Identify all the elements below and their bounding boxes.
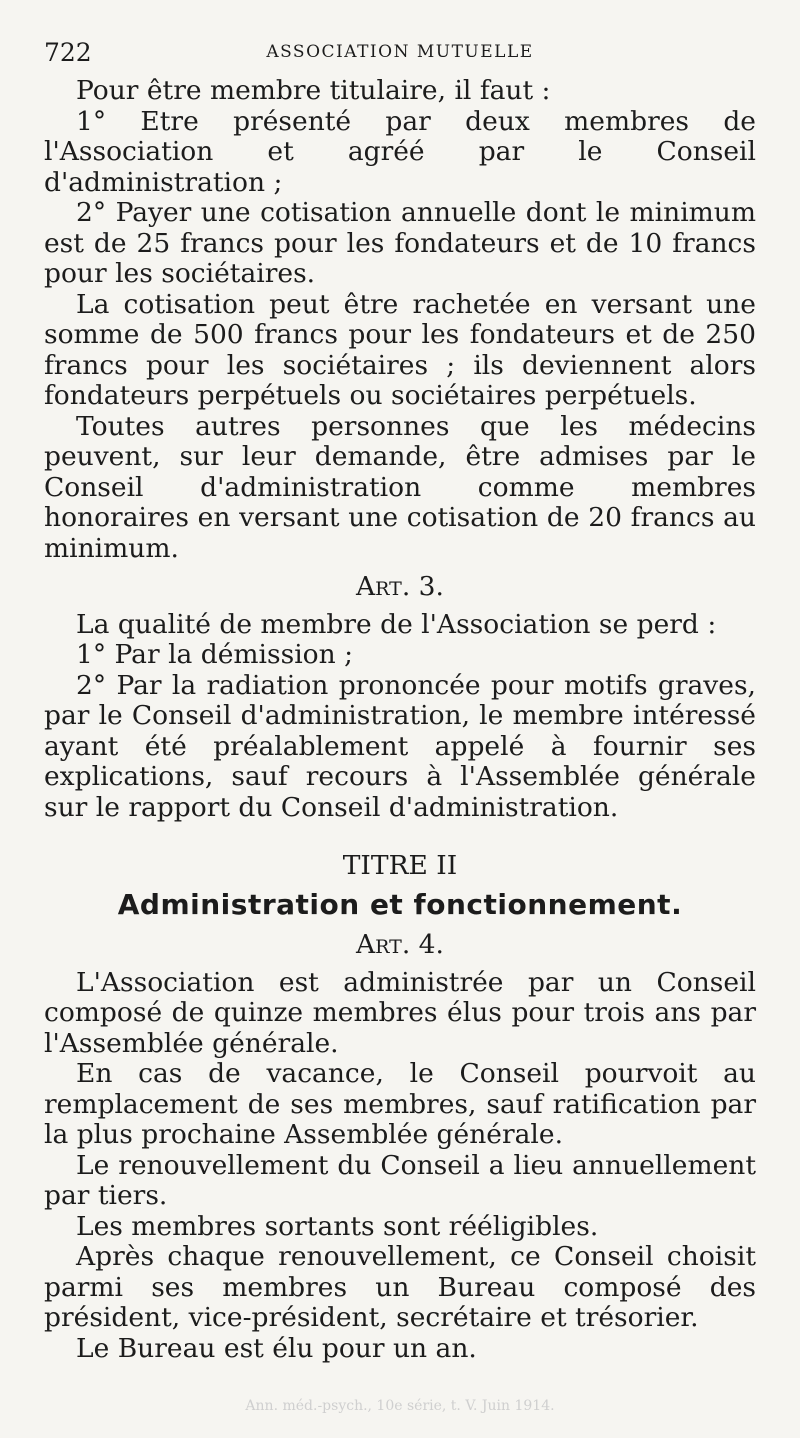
titre-heading: TITRE II [342, 850, 458, 881]
paragraph: Les membres sortants sont rééligibles. [76, 1210, 599, 1242]
page-body [44, 76, 756, 1364]
paragraph: La qualité de membre de l'Association se perd : [76, 608, 717, 640]
article-3-heading: Art. 3. [356, 571, 444, 602]
paragraph: 1° Par la démission ; [76, 639, 354, 670]
section-heading: Administration et fonctionnement. [117, 887, 683, 921]
paragraph: Le Bureau est élu pour un an. [76, 1332, 477, 1364]
paragraph: Toutes autres personnes que les médecins peuvent, sur leur demande, être admises par le Conseil d'administration comme membres honoraires en versant une cotisation de 20 francs au minimum. [44, 410, 756, 564]
page-number: 722 [44, 38, 92, 67]
paragraph: Pour être membre titulaire, il faut : [76, 75, 551, 106]
bleed-through-footer: Ann. méd.-psych., 10e série, t. V. Juin 1914. [245, 1398, 555, 1414]
paragraph: En cas de vacance, le Conseil pourvoit au remplacement de ses membres, sauf ratification par la plus prochaine Assemblée générale. [44, 1058, 756, 1150]
paragraph: La cotisation peut être rachetée en versant une somme de 500 francs pour les fondateurs et de 250 francs pour les sociétaires ; ils deviennent alors fondateurs perpétuels ou sociétaires perpétuels. [44, 288, 756, 411]
paragraph: 2° Par la radiation prononcée pour motifs graves, par le Conseil d'administration, le membre intéressé ayant été préalablement appelé à fournir ses explications, sauf recours à l'Assemblée générale sur le rapport du Conseil d'administration. [44, 669, 756, 823]
paragraph: 1° Etre présenté par deux membres de l'Association et agréé par le Conseil d'administration ; [44, 105, 756, 198]
paragraph: 2° Payer une cotisation annuelle dont le minimum est de 25 francs pour les fondateurs et de 10 francs pour les sociétaires. [44, 197, 756, 289]
paragraph: Après chaque renouvellement, ce Conseil choisit parmi ses membres un Bureau composé des président, vice-président, secrétaire et trésorier. [44, 1241, 756, 1333]
paragraph: L'Association est administrée par un Conseil composé de quinze membres élus pour trois ans par l'Assemblée générale. [44, 966, 756, 1059]
paragraph: Le renouvellement du Conseil a lieu annuellement par tiers. [44, 1149, 756, 1211]
running-title: ASSOCIATION MUTUELLE [266, 42, 534, 62]
page-header [44, 38, 756, 68]
article-4-heading: Art. 4. [356, 929, 444, 960]
